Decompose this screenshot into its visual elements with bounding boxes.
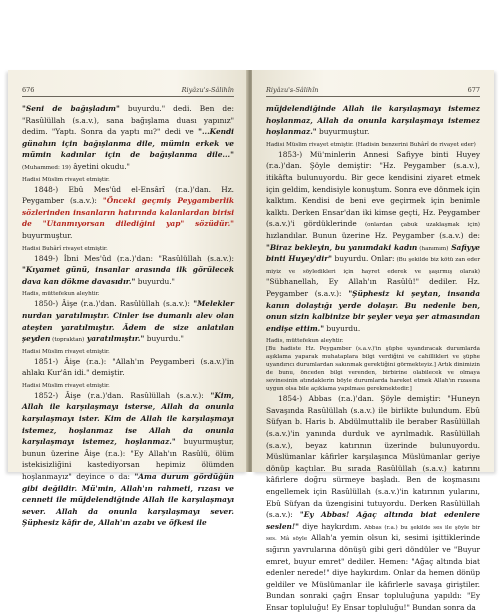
right-page-number: 677 (467, 86, 480, 94)
bold-quote: "Seni de bağışladım" (22, 104, 120, 113)
text-run: buyurdu." dedi. Ben de: "Rasûlüllah (s.a.v.), sana bağışlama duası yapınız" dedim. "Yaptı. Sonra da yaptı mı?" dedi ve (22, 104, 234, 137)
text-run: 1849-) İbni Mes'ûd (r.a.)'dan: "Rasûlüllah (s.a.v.): (34, 253, 234, 263)
text-run: diye haykırdım. (299, 521, 362, 531)
right-page (252, 70, 494, 612)
bold-quote: "...Kendi günahın için bağışlanma dile, mümin erkek ve mümin kadınlar için de bağışlanma dile..." (22, 127, 234, 160)
inline-note: (Bu şekilde biz kötü zan eder miyiz ve söyledikleri için hayret ederek ve şaşırmış olarak) (266, 257, 480, 275)
bold-quote: "Kim, Allah ile karşılaşmayı isterse, Allah da onunla karşılaşmayı ister. Kim de Allah ile karşılaşmayı istemez, hoşlanmaz ise Allah da onunla karşılaşmayı istemez, hoşlanmaz." (22, 390, 234, 447)
text-run: "Sübhanellah, Ey Allah'ın Rasûlü!" dediler. Hz. Peygamber (s.a.v.): (266, 277, 480, 298)
text-run: buyurmuştur. (22, 230, 73, 240)
inline-note: (onlardan çabuk uzaklaşmak için) (356, 222, 480, 229)
text-run: 1850-) Âişe (r.a.)'dan. Rasûlüllah (s.a.v.): (34, 299, 194, 309)
text-run: 1848-) Ebû Mes'ûd el-Ensârî (r.a.)'dan. Hz. Peygamber (s.a.v.): (22, 184, 234, 206)
hadith-paragraph (266, 149, 480, 335)
text-run: Allah'a yemin olsun ki, sesimi işittiklerinde sığırın yavrularına dönüşü gibi geri döndüler ve "Buyur emret, buyur emret" dediler. Hemen: "Ağaç altında biat edenler nerede!" diye haykırdım. Onlar da hemen dönüp geldiler ve Müslümanlar ile kâfirlerle savaşa giriştiler. Bundan sonraki çağrı Ensar topluluğuna yapıldı: "Ey Ensar topluluğu! Ey Ensar topluluğu!" Bundan sonra da (266, 533, 481, 612)
source-note: Hadisi Buhârî rivayet etmiştir. (22, 245, 108, 252)
right-page-body (266, 103, 480, 614)
text-run: hızlandılar. Bunun üzerine Hz. Peygamber (s.a.v.) de: (266, 230, 480, 240)
hadith-paragraph (22, 184, 234, 242)
hadith-paragraph (22, 103, 234, 173)
bold-quote: Safiyye binti Huyey'dir" (266, 242, 480, 264)
source-note: Hadisi Müslim rivayet etmiştir. (22, 348, 110, 355)
text-run: 1852-) Âişe (r.a.)'dan. Rasûlüllah (s.a.v.): (34, 390, 211, 400)
hadith-paragraph (22, 298, 234, 344)
commentary-note: [Bu hadiste Hz. Peygamber (s.a.v.)'in şüphe uyandıracak durumlarda aşıklama yaparak muhataplara bilgi verdiğini ve cahillikleri ve şüphe uyandırıcı durumlardan sakınmak gerektiğini görmekteyiz.] Artık dinimizin de bunu, önceden bilgi verenden, birbirine olabilecek ve olmaya sevinesinin atındaklerin böyle durumlarda hareket etmek Allah'ın rızasına uygun olsa bile açıklama yapılması gerekmektedir.] (266, 346, 480, 393)
bold-quote: "Ama durum gördüğün gibi değildir. Mü'min, Allah'ın rahmeti, rızası ve cenneti ile müjdelendiğinde Allah ile karşılaşmayı sever. Allah da onunla karşılaşmayı sever. Şüphesiz kâfir de, Allah'ın azabı ve öfkesi ile (22, 472, 235, 528)
text-run: buyurdu. (324, 323, 361, 333)
text-run: 1854-) Abbas (r.a.)'dan. Şöyle demiştir: "Huneyn Savaşında Rasûlüllah (s.a.v.) ile birlikte bulundum. Ebû Süfyan b. Haris b. Abdülmuttalib ile beraber Rasûlüllah (s.a.v.)'in yanında durduk ve ayrılmadık. Rasûlüllah (s.a.v.), beyaz katırının üzerinde bulunuyordu. Müslümanlar kâfirler karşılaşınca Müslümanlar geriye dönüp kaçtılar. Bu sırada Rasûlüllah (s.a.v.) katırını kâfirlere doğru sürmeye başladı. Ben de koşmasını engellemek için Rasûlüllah (s.a.v.)'in katırının yularını, Ebû Süfyan da üzengisini tutuyordu. Derken Rasûlüllah (s.a.v.): (266, 394, 480, 520)
hadith-paragraph (22, 356, 234, 379)
source-note: Hadis, müttefekun aleyhtir. (22, 291, 100, 298)
inline-note: Abbas (r.a.) bu şekilde ses ile şöyle bir ses. Mâ söyle (266, 524, 481, 543)
text-run: 1853-) Mü'minlerin Annesi Safiyye binti Huyey (r.a.)'dan. Şöyle demiştir: "Hz. Peygamber (s.a.v.), itikâfta bulunuyordu. Bir gece kendisini ziyaret etmek için geldim, kendisiyle konuştum. Sonra eve dönmek için kalktım. Kendisi de beni eve geçirmek için benimle kalktı. Derken Ensar'dan iki kimse geçti, Hz. Peygamber (s.a.v.)'i gördüklerinde (266, 149, 480, 229)
text-run: buyurdu." (144, 334, 184, 344)
right-running-title: Riyâzu's-Sâlihîn (266, 86, 319, 94)
bold-quote: "Biraz bekleyin, bu yanımdaki kadın (266, 242, 418, 252)
source-note: Hadisi Müslim rivayet etmiştir. (22, 176, 110, 183)
text-run: buyurmuştur, bunun üzerine Âişe (r.a.): "Ey Allah'ın Rasûlü, ölüm istekisizliğini kastediyorsan hepimiz ölümden hoşlanmayız" deyince o da: (22, 437, 234, 482)
text-run: buyurmuştur. (316, 127, 370, 137)
text-run: buyurdu." (135, 276, 175, 286)
left-running-title: Riyâzu's-Sâlihîn (181, 86, 234, 94)
left-page-header (22, 86, 234, 97)
right-page-header (266, 86, 480, 97)
inline-note: (Muhammed: 19) (22, 164, 71, 171)
source-note: Hadisi Müslim rivayet etmiştir. (Hadisin benzerini Buhârî de rivayet eder) (266, 141, 476, 148)
bold-quote: "Kıyamet günü, insanlar arasında ilk görülecek dava kan dökme davasıdır." (22, 265, 234, 286)
hadith-paragraph (266, 393, 480, 613)
highlight-quote: "Önceki geçmiş Peygamberlik sözlerinden insanların hatırında kalanlardan birisi de "Utanmıyorsan dilediğini yap" sözüdür." (22, 196, 234, 229)
source-note: Hadis, müttefekun aleyhtir. (266, 338, 344, 345)
text-run: 1851-) Âişe (r.a.): "Allah'ın Peygamberi (s.a.v.)'in ahlakı Kur'ân idi." demiştir. (22, 356, 234, 378)
left-page-number: 676 (22, 86, 35, 94)
inline-note: (topraktan) (50, 337, 85, 344)
text-run: buyurdu. Onlar: (331, 254, 395, 264)
hadith-paragraph (22, 390, 234, 529)
hadith-paragraph (22, 253, 234, 288)
inline-note: (hanımım) (417, 245, 449, 252)
bold-quote: "Melekler nurdan yaratılmıştır. Cinler ise dumanlı alev olan ateşten yaratılmıştır. Âdem de size anlatılan şeyden (22, 299, 234, 344)
hadith-paragraph (266, 103, 480, 138)
bold-quote: "Ey Abbas! Ağaç altında biat edenlere seslen!" (266, 510, 480, 531)
bold-quote: yaratılmıştır." (84, 334, 145, 344)
bold-quote: "Şüphesiz ki şeytan, insanda kanın dolaştığı yerde dolaşır. Bu nedenle ben, onun sizin kalbinize bir şeyler veya şer atmasından endişe ettim." (266, 288, 480, 333)
left-page (8, 70, 248, 528)
text-run: âyetini okudu." (70, 161, 130, 171)
bold-quote: müjdelendiğinde Allah ile karşılaşmayı istemez hoşlanmaz, Allah da onunla karşılaşmayı istemez hoşlanmaz." (266, 104, 480, 137)
source-note: Hadisi Müslim rivayet etmiştir. (22, 382, 110, 389)
left-page-body (22, 103, 234, 529)
